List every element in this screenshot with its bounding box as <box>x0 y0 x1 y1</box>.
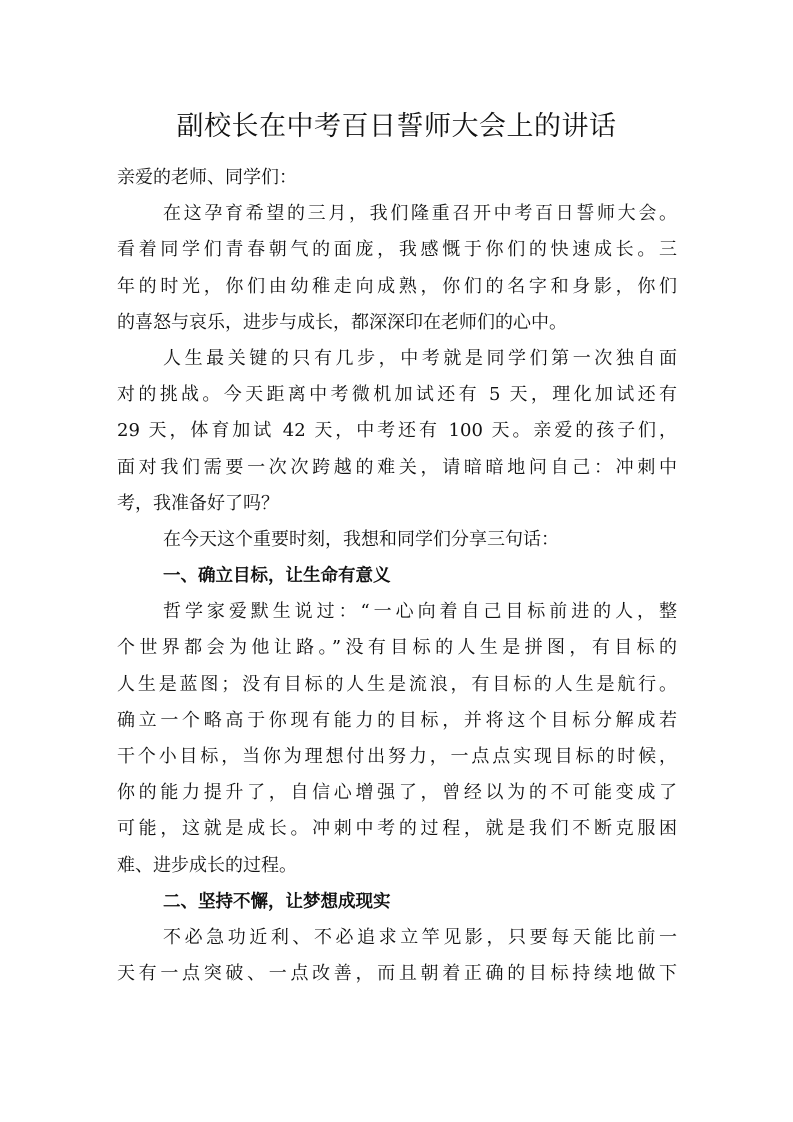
paragraph-line: 哲学家爱默生说过：“一心向着自己目标前进的人，整 <box>163 601 677 623</box>
paragraph-line: 对的挑战。今天距离中考微机加试还有 5 天，理化加试还有 <box>117 384 677 406</box>
paragraph-line: 天有一点突破、一点改善，而且朝着正确的目标持续地做下 <box>117 963 677 985</box>
section-heading: 一、确立目标，让生命有意义 <box>163 566 391 587</box>
paragraph-line: 在这孕育希望的三月，我们隆重召开中考百日誓师大会。 <box>163 203 677 225</box>
document-body <box>117 160 677 992</box>
paragraph-line: 考，我准备好了吗？ <box>117 492 279 514</box>
paragraph-line: 人生最关键的只有几步，中考就是同学们第一次独自面 <box>163 347 677 369</box>
paragraph-line: 干个小目标，当你为理想付出努力，一点点实现目标的时候， <box>117 746 677 767</box>
paragraph-line: 年的时光，你们由幼稚走向成熟，你们的名字和身影，你们 <box>117 275 677 297</box>
paragraph-line: 难、进步成长的过程。 <box>117 854 297 876</box>
paragraph-line: 面对我们需要一次次跨越的难关，请暗暗地问自己：冲刺中 <box>117 456 677 478</box>
paragraph-line: 确立一个略高于你现有能力的目标，并将这个目标分解成若 <box>117 709 677 731</box>
paragraph-line: 在今天这个重要时刻，我想和同学们分享三句话： <box>163 528 559 550</box>
paragraph-line: 不必急功近利、不必追求立竿见影，只要每天能比前一 <box>163 926 677 948</box>
section-heading: 二、坚持不懈，让梦想成现实 <box>163 891 391 912</box>
paragraph-line: 看着同学们青春朝气的面庞，我感慨于你们的快速成长。三 <box>117 239 677 261</box>
paragraph-line: 的喜怒与哀乐，进步与成长，都深深印在老师们的心中。 <box>117 311 567 333</box>
paragraph-line: 你的能力提升了，自信心增强了，曾经以为的不可能变成了 <box>117 782 677 804</box>
paragraph-line: 可能，这就是成长。冲刺中考的过程，就是我们不断克服困 <box>117 818 677 840</box>
paragraph-line: 个世界都会为他让路。”没有目标的人生是拼图，有目标的 <box>117 637 677 659</box>
document-title: 副校长在中考百日誓师大会上的讲话 <box>176 111 617 142</box>
paragraph-line: 人生是蓝图；没有目标的人生是流浪，有目标的人生是航行。 <box>117 673 677 695</box>
paragraph-line: 29 天，体育加试 42 天，中考还有 100 天。亲爱的孩子们， <box>117 420 677 442</box>
salutation: 亲爱的老师、同学们： <box>117 167 297 188</box>
